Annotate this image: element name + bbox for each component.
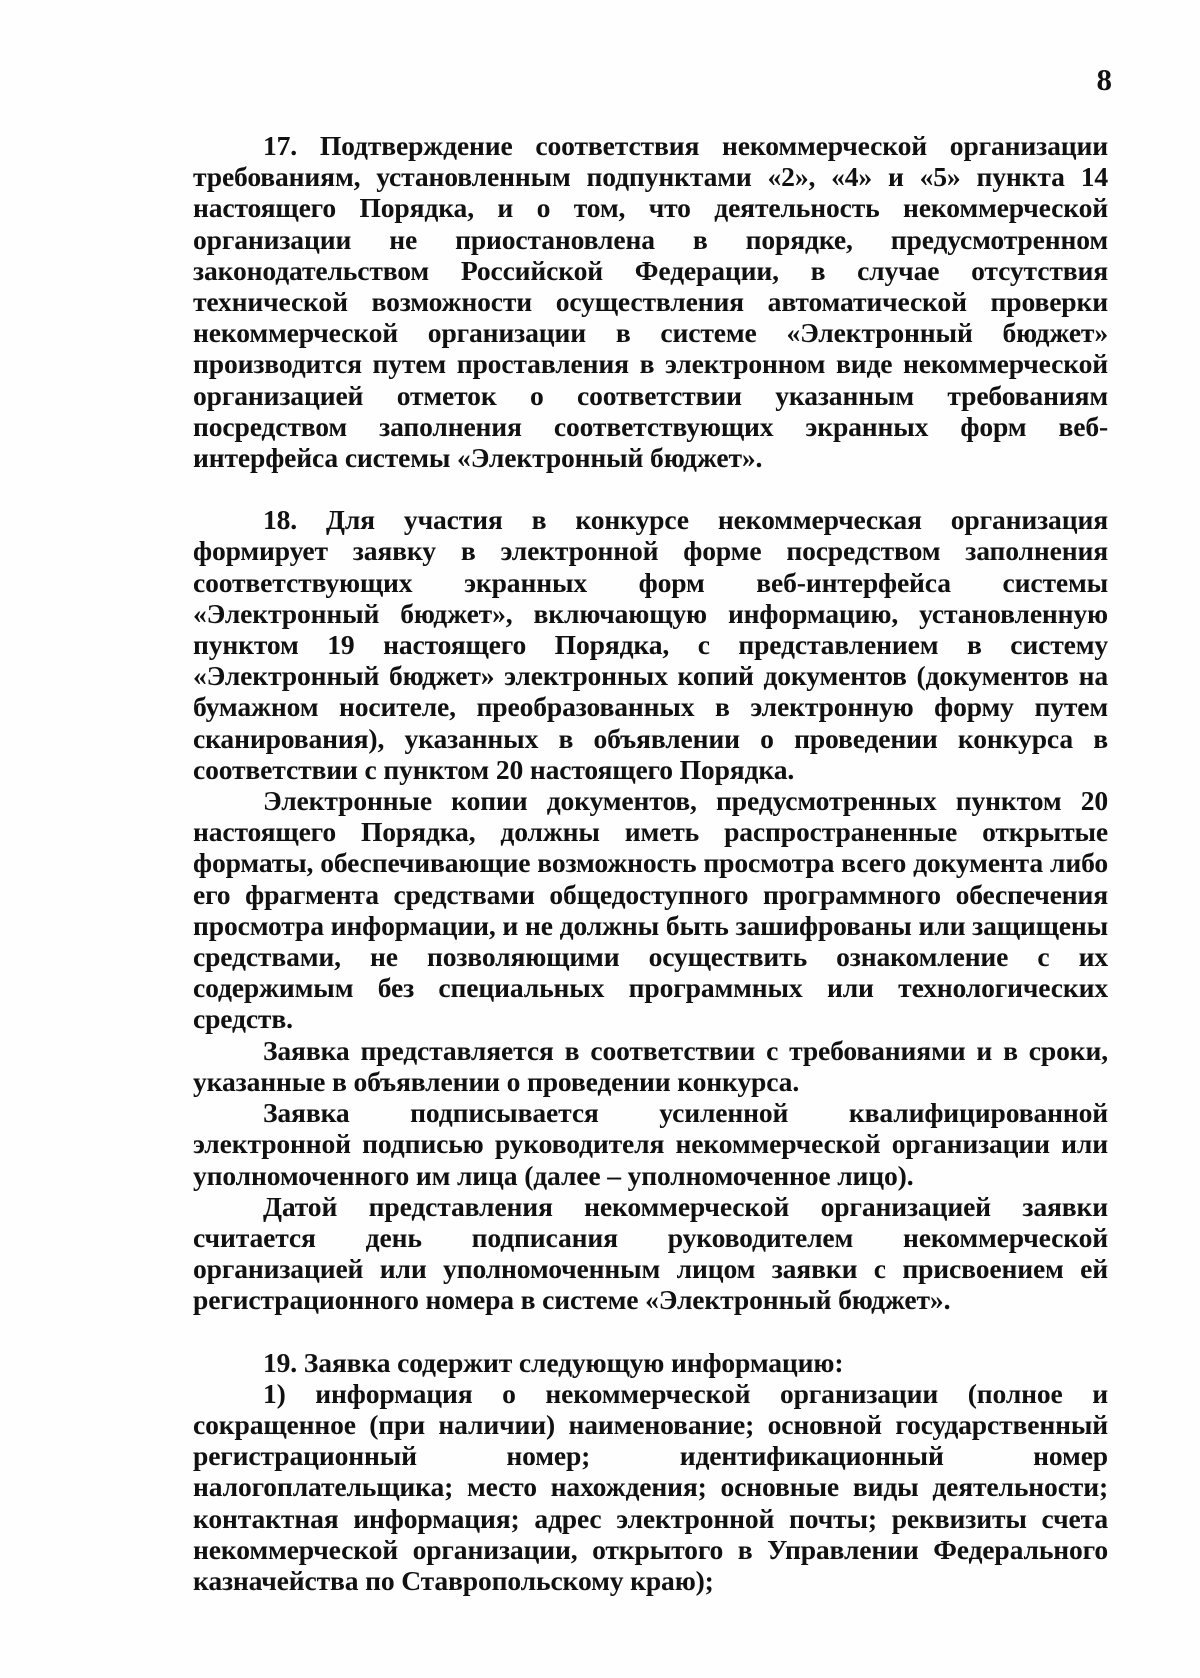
paragraph-18: 18. Для участия в конкурсе некоммерческая организация формирует заявку в электронной форме посредством заполнения соответствующих экранных форм веб-интерфейса системы «Электронный бюджет», включающую информацию, установленную пунктом 19 настоящего Порядка, с представлением в систему «Электронный бюджет» электронных копий документов (документов на бумажном носителе, преобразованных в электронную форму путем сканирования), указанных в объявлении о проведении конкурса в соответствии с пунктом 20 настоящего Порядка. <box>193 504 1108 785</box>
paragraph-19-item-1: 1) информация о некоммерческой организации (полное и сокращенное (при наличии) наименование; основной государственный регистрационный номер; идентификационный номер налогоплательщика; место нахождения; основные виды деятельности; контактная информация; адрес электронной почты; реквизиты счета некоммерческой организации, открытого в Управлении Федерального казначейства по Ставропольскому краю); <box>193 1377 1108 1596</box>
paragraph-submission-date: Датой представления некоммерческой организацией заявки считается день подписания руководителем некоммерческой организацией или уполномоченным лицом заявки с присвоением ей регистрационного номера в системе «Электронный бюджет». <box>193 1190 1108 1316</box>
page-number: 8 <box>1096 62 1112 97</box>
paragraph-19: 19. Заявка содержит следующую информацию: <box>263 1346 844 1378</box>
paragraph-electronic-copies: Электронные копии документов, предусмотренных пунктом 20 настоящего Порядка, должны иметь распространенные открытые форматы, обеспечивающие возможность просмотра всего документа либо его фрагмента средствами общедоступного программного обеспечения просмотра информации, и не должны быть зашифрованы или защищены средствами, не позволяющими осуществить ознакомление с их содержимым без специальных программных или технологических средств. <box>193 785 1108 1035</box>
paragraph-submission-terms: Заявка представляется в соответствии с требованиями и в сроки, указанные в объявлении о проведении конкурса. <box>193 1034 1108 1097</box>
document-body <box>193 130 1108 1596</box>
paragraph-17: 17. Подтверждение соответствия некоммерческой организации требованиям, установленным подпунктами «2», «4» и «5» пункта 14 настоящего Порядка, и о том, что деятельность некоммерческой организации не приостановлена в порядке, предусмотренном законодательством Российской Федерации, в случае отсутствия технической возможности осуществления автоматической проверки некоммерческой организации в системе «Электронный бюджет» производится путем проставления в электронном виде некоммерческой организацией отметок о соответствии указанным требованиям посредством заполнения соответствующих экранных форм веб-интерфейса системы «Электронный бюджет». <box>193 130 1108 474</box>
paragraph-signature: Заявка подписывается усиленной квалифицированной электронной подписью руководителя некоммерческой организации или уполномоченного им лица (далее – уполномоченное лицо). <box>193 1097 1108 1191</box>
